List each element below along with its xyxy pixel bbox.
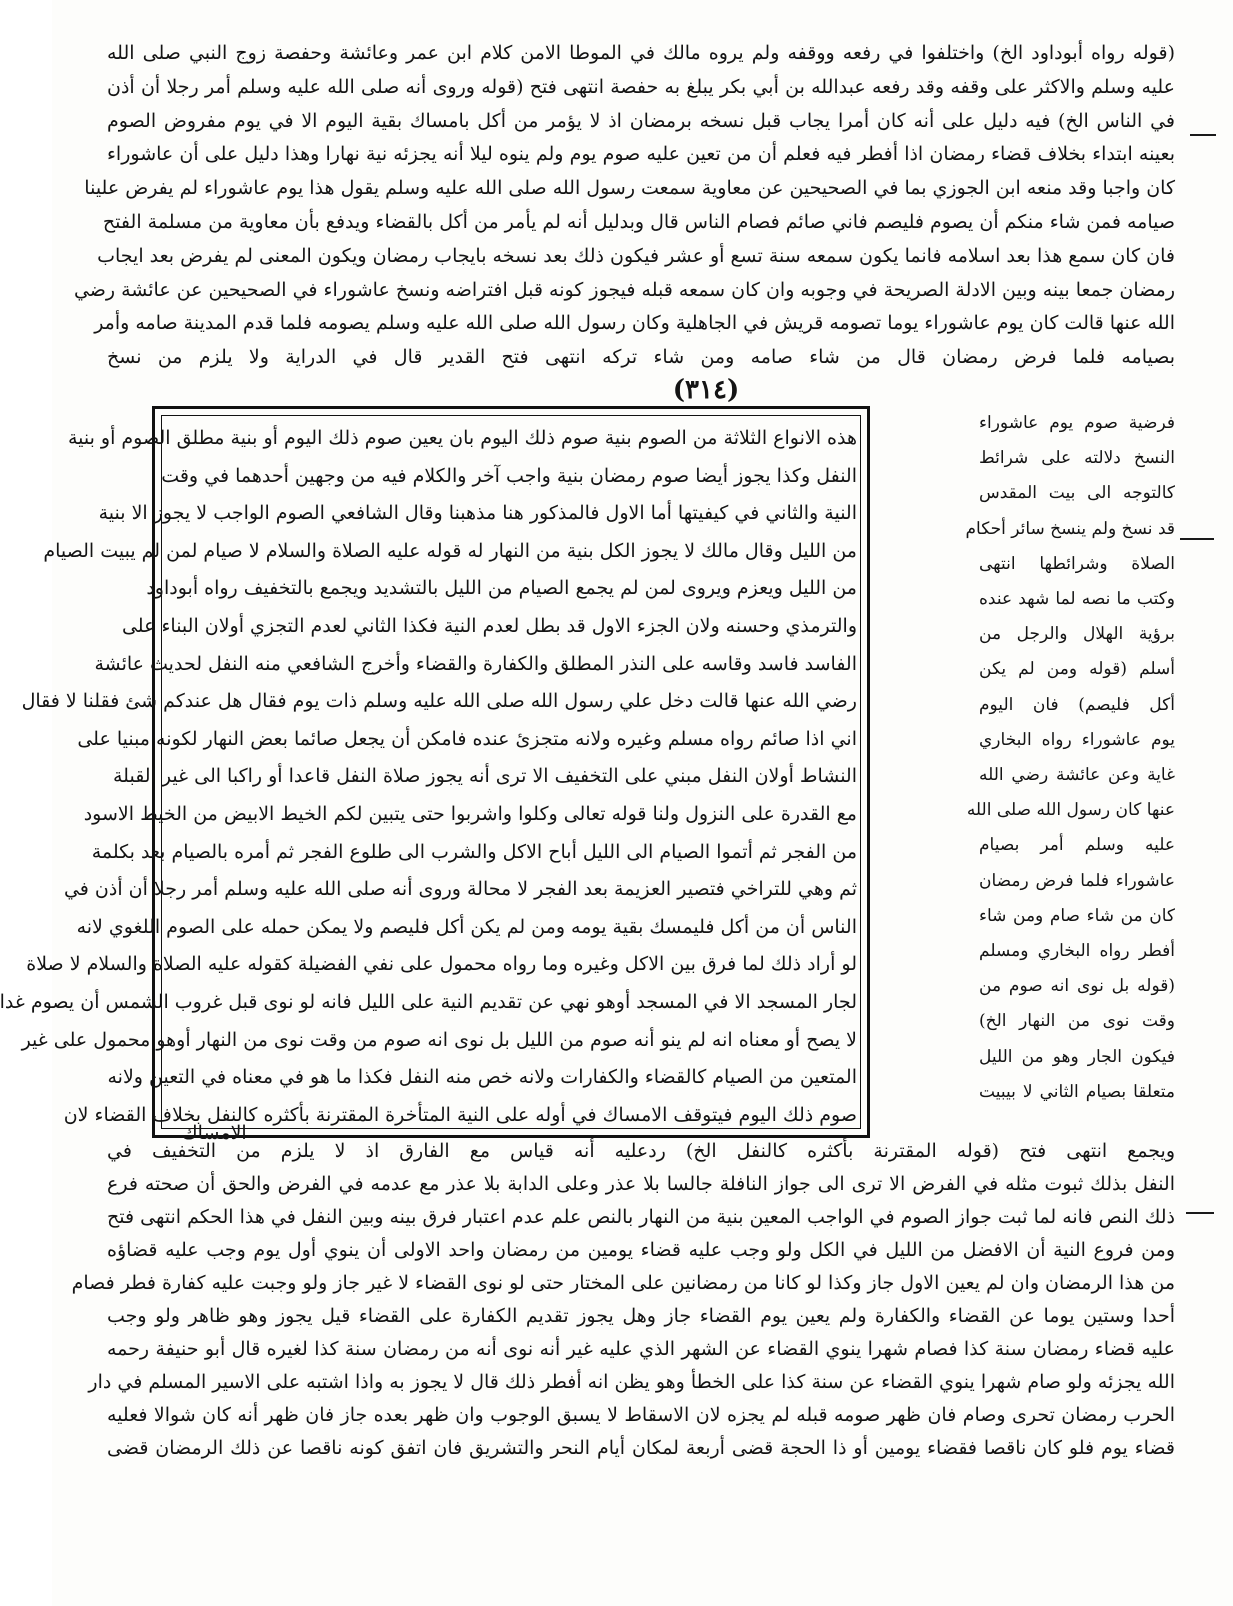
side-line-13: عليه وسلم أمر بصيام [979, 835, 1175, 856]
side-line-19: فيكون الجار وهو من الليل [979, 1046, 1175, 1067]
side-line-15: كان من شاء صام ومن شاء [979, 905, 1175, 926]
side-line-5: الصلاة وشرائطها انتهى [979, 553, 1175, 574]
top-line-4: بعينه ابتداء بخلاف قضاء رمضان اذا أفطر فيه فعلم أن من تعين عليه صوم يوم ولم ينوه ليلا أنه يجزئه نية نهارا وهذا دليل على أن عاشوراء [107, 143, 1175, 166]
top-line-8: رمضان جمعا بينه وبين الادلة الصريحة في وجوبه وان كان سمعه قبله فيجوز كونه قبل افتراضه ونسخ عاشوراء في الصحيحين عن عائشة رضي [73, 278, 1175, 301]
top-line-1: (قوله رواه أبوداود الخ) واختلفوا في رفعه ووقفه ولم يروه مالك في الموطا الامن كلام ابن عمر وعائشة وحفصة زوج النبي صلى الله [107, 42, 1175, 64]
bottom-line-1: ويجمع انتهى فتح (قوله المقترنة بأكثره كالنفل الخ) ردعليه أنه قياس مع الفارق اذ لا يلزم من التخفيف في [107, 1140, 1175, 1162]
side-line-3: كالتوجه الى بيت المقدس [979, 483, 1175, 504]
bottom-line-2: النفل بذلك ثبوت مثله في الفرض الا ترى الى جواز النافلة جالسا بلا عذر وعلى الدابة بلا عذر مع عدمه في الفرض والحق أن صحته فرع [107, 1173, 1175, 1195]
main-text-line-2: النفل وكذا يجوز أيضا صوم رمضان بنية واجب آخر والكلام فيه من وجهين أحدهما في وقت [161, 464, 857, 487]
side-line-20: متعلقا بصيام الثاني لا بيبيت [979, 1081, 1175, 1102]
side-line-4: قد نسخ ولم ينسخ سائر أحكام [965, 518, 1175, 539]
main-text-line-3: النية والثاني في كيفيتها أما الاول فالمذكور هنا مذهبنا وقال الشافعي الصوم الواجب لا يجوز الا بنية [98, 502, 857, 525]
bottom-line-3: ذلك النص فانه لما ثبت جواز الصوم في الواجب المعين بنية من النهار بالنص علم عدم اعتبار فرق بينه وبين النفل في هذا الحكم انتهى فتح [107, 1206, 1175, 1228]
top-line-3: في الناس الخ) فيه دليل على أنه كان أمرا يجاب قبل نسخه برمضان اذ لا يؤمر من أكل بامساك بقية اليوم الا في يوم مفروض الصوم [107, 109, 1175, 132]
main-text-line-19: صوم ذلك اليوم فيتوقف الامساك في أوله على النية المتأخرة المقترنة بأكثره كالنفل بخلاف القضاء لان [63, 1103, 857, 1126]
side-line-6: وكتب ما نصه لما شهد عنده [979, 589, 1175, 609]
side-line-14: عاشوراء فلما فرض رمضان [979, 870, 1175, 891]
page-number: (٣١٤) [672, 375, 740, 405]
side-line-17: (قوله بل نوى انه صوم من [979, 976, 1175, 997]
side-line-16: أفطر رواه البخاري ومسلم [979, 941, 1175, 961]
main-text-line-13: ثم وهي للتراخي فتصير العزيمة بعد الفجر لا محالة وروى أنه صلى الله عليه وسلم أمر رجلا أن أذن في [63, 878, 857, 901]
main-text-line-7: الفاسد فاسد وقاسه على النذر المطلق والكفارة والقضاء وأخرج الشافعي منه النفل لحديث عائشة [94, 652, 857, 675]
main-text-frame [0, 406, 870, 1138]
main-text-line-8: رضي الله عنها قالت دخل علي رسول الله صلى الله عليه وسلم ذات يوم فقال هل عندكم شئ فقلنا لا فقال [21, 690, 857, 713]
top-line-2: عليه وسلم والاكثر على وقفه وقد رفعه عبدالله بن أبي بكر يبلغ به حفصة انتهى فتح (قوله وروى أنه صلى الله عليه وسلم أمر رجلا أن أذن [107, 75, 1175, 98]
main-text-line-17: لا يصح أو معناه انه لم ينو أنه صوم من الليل بل نوى انه صوم من وقت نوى من النهار أوهو محمول على غير [21, 1028, 857, 1051]
bottom-line-4: ومن فروع النية أن الافضل من الليل في الكل ولو وجب عليه قضاء يومين من رمضان واحد الاولى أن ينوي أول يوم وجب عليه قضاؤه [107, 1239, 1175, 1261]
scan-edge-mark-middle [1180, 538, 1214, 540]
side-line-1: فرضية صوم يوم عاشوراء [979, 413, 1175, 433]
bottom-line-7: عليه قضاء رمضان سنة كذا فصام شهرا ينوي القضاء عن الشهر الذي عليه غير أنه نوى أنه من رمضان سنة كذا لغيره قال أبو حنيفة رحمه [107, 1338, 1175, 1360]
bottom-line-9: الحرب رمضان تحرى وصام فان ظهر صومه قبله لم يجزه لان الاسقاط لا يسبق الوجوب وان ظهر بعده جاز فان ظهر أنه كان شوالا فعليه [107, 1404, 1175, 1426]
bottom-line-10: قضاء يوم فلو كان ناقصا فقضاء يومين أو ذا الحجة قضى أربعة لمكان أيام النحر والتشريق فان اتفق كونه ناقصا عن ذلك الرمضان قضى [107, 1437, 1175, 1459]
main-text-line-6: والترمذي وحسنه ولان الجزء الاول قد بطل لعدم النية فكذا الثاني لعدم التجزي أولان البناء على [121, 615, 857, 637]
main-text-line-9: اني اذا صائم رواه مسلم وغيره ولانه متجزئ عنده فامكن أن يجعل صائما بعض النهار لكونه مبنيا على [77, 727, 857, 750]
bottom-line-8: الله يجزئه ولو صام شهرا ينوي القضاء عن سنة كذا على الخطأ وهو يظن انه أفطر ذلك قال لا يجوز به واذا اشتبه على الاسير المسلم في دار [88, 1371, 1175, 1393]
bottom-line-5: من هذا الرمضان وان لم يعين الاول جاز وكذا لو كانا من رمضانين على المختار حتى لو نوى القضاء لا غير جاز ولو وجبت عليه كفارة فطر فصام [71, 1272, 1175, 1294]
main-text-line-18: المتعين من الصيام كالقضاء والكفارات ولانه خص منه النفل فكذا ما هو في معناه في التعين ولانه [107, 1066, 857, 1089]
side-line-11: غاية وعن عائشة رضي الله [979, 765, 1175, 785]
main-text-line-5: من الليل ويعزم ويروى لمن لم يجمع الصيام من الليل بالتشديد ويجمع بالتخفيف رواه أبوداود [146, 577, 857, 600]
scan-edge-mark-top [1190, 134, 1216, 136]
side-line-7: برؤية الهلال والرجل من [979, 624, 1175, 645]
main-text-line-4: من الليل وقال مالك لا يجوز الكل بنية من النهار له قوله عليه الصلاة والسلام لا صيام لمن لم يبيت الصيام [43, 539, 857, 562]
top-line-5: كان واجبا وقد منعه ابن الجوزي بما في الصحيحين عن معاوية سمعت رسول الله صلى الله عليه وسلم يقول هذا يوم عاشوراء لم يفرض علينا [84, 177, 1175, 200]
side-line-8: أسلم (قوله ومن لم يكن [979, 659, 1175, 680]
top-line-10: بصيامه فلما فرض رمضان قال من شاء صامه ومن شاء تركه انتهى فتح القدير قال في الدراية ولا يلزم من نسخ [107, 346, 1175, 369]
side-line-2: النسخ دلالته على شرائط [979, 448, 1175, 469]
main-text-line-16: لجار المسجد الا في المسجد أوهو نهي عن تقديم النية على الليل فانه لو نوى قبل غروب الشمس أن يصوم غدا [0, 991, 857, 1013]
main-text-line-15: لو أراد ذلك لما فرق بين الاكل وغيره وما رواه محمول على نفي الفضيلة كقوله عليه الصلاة والسلام لا صلاة [26, 953, 857, 976]
main-text-line-12: من الفجر ثم أتموا الصيام الى الليل أباح الاكل والشرب الى طلوع الفجر ثم أمره بالصيام بعد بكلمة [91, 840, 857, 863]
main-text-line-11: مع القدرة على النزول ولنا قوله تعالى وكلوا واشربوا حتى يتبين لكم الخيط الابيض من الخيط الاسود [83, 803, 857, 825]
top-line-7: فان كان سمع هذا بعد اسلامه فانما يكون سمعه سنة تسع أو عشر فيكون ذلك بعد نسخه بايجاب رمضان ويكون المعنى لم يفرض بعد ايجاب [97, 244, 1175, 267]
top-line-9: الله عنها قالت كان يوم عاشوراء يوما تصومه قريش في الجاهلية وكان رسول الله صلى الله عليه وسلم يصومه فلما قدم المدينة صامه وأمر [94, 312, 1175, 335]
scan-edge-mark-lower [1186, 1212, 1214, 1214]
main-text-line-1: هذه الانواع الثلاثة من الصوم بنية صوم ذلك اليوم بان يعين صوم ذلك اليوم أو بنية مطلق الصوم أو بنية [67, 427, 857, 449]
side-line-10: يوم عاشوراء رواه البخاري [979, 729, 1175, 750]
main-text-line-10: النشاط أولان النفل مبني على التخفيف الا ترى أنه يجوز صلاة النفل قاعدا أو راكبا الى غير القبلة [112, 765, 857, 788]
side-line-12: عنها كان رسول الله صلى الله [966, 800, 1175, 821]
bottom-line-6: أحدا وستين يوما عن القضاء والكفارة ولم يعين يوم القضاء جاز وهل يجوز تقديم الكفارة على القضاء قيل يجوز وهو ظاهر ولو وجب [107, 1305, 1175, 1327]
side-line-9: أكل فليصم) فان اليوم [979, 694, 1175, 715]
main-text-line-14: الناس أن من أكل فليمسك بقية يومه ومن لم يكن أكل فليصم ولا يمكن حمله على الصوم اللغوي لانه [76, 915, 857, 938]
bottom-continuation-word: الامساك [182, 1122, 247, 1144]
top-line-6: صيامه فمن شاء منكم أن يصوم فليصم فاني صائم فصام الناس قال وبدليل أنه لم يأمر من أكل بالقضاء ويدفع بأن معاوية من مسلمة الفتح [102, 211, 1175, 233]
side-line-18: وقت نوى من النهار الخ) [979, 1011, 1175, 1032]
